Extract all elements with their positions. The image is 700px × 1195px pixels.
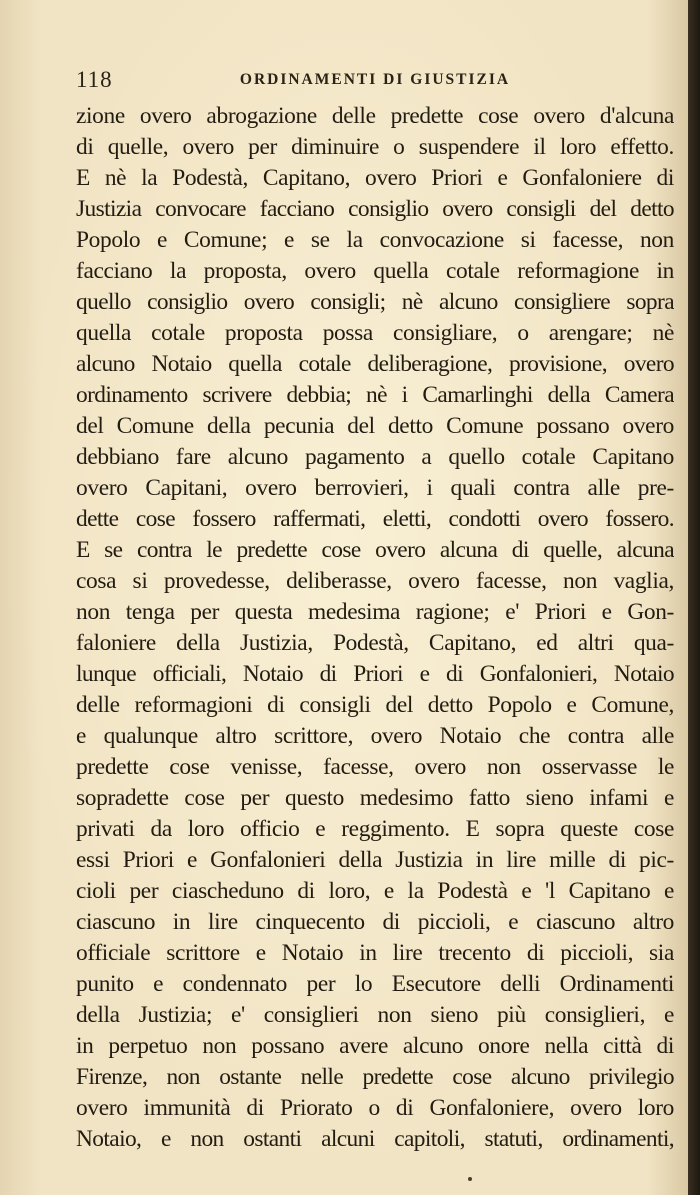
text-line: del Comune della pecunia del detto Comune possano overo	[76, 413, 674, 439]
text-line: E nè la Podestà, Capitano, overo Priori e Gonfaloniere di	[76, 165, 674, 191]
text-line: lunque officiali, Notaio di Priori e di Gonfalonieri, Notaio	[76, 661, 674, 687]
text-line: punito e condennato per lo Esecutore delli Ordinamenti	[76, 971, 674, 997]
text-line: E se contra le predette cose overo alcuna di quelle, alcuna	[76, 537, 674, 563]
page-number: 118	[76, 67, 113, 92]
text-line: quello consiglio overo consigli; nè alcuno consigliere sopra	[76, 289, 674, 315]
text-line: non tenga per questa medesima ragione; e' Priori e Gon-	[76, 599, 674, 625]
text-line: essi Priori e Gonfalonieri della Justizia in lire mille di pic-	[76, 847, 674, 873]
page-edge-shadow	[688, 0, 700, 1195]
text-line: in perpetuo non possano avere alcuno onore nella città di	[76, 1033, 674, 1059]
text-line: dette cose fossero raffermati, eletti, condotti overo fossero.	[76, 506, 674, 532]
body-text	[76, 101, 674, 1155]
text-line: overo immunità di Priorato o di Gonfaloniere, overo loro	[76, 1095, 674, 1121]
text-line: della Justizia; e' consiglieri non sieno più consiglieri, e	[76, 1002, 674, 1028]
text-line: alcuno Notaio quella cotale deliberagione, provisione, overo	[76, 351, 674, 377]
text-line: cosa si provedesse, deliberasse, overo facesse, non vaglia,	[76, 568, 674, 594]
text-line: debbiano fare alcuno pagamento a quello cotale Capitano	[76, 444, 674, 470]
text-line: Firenze, non ostante nelle predette cose alcuno privilegio	[76, 1064, 674, 1090]
text-line: privati da loro officio e reggimento. E sopra queste cose	[76, 816, 674, 842]
text-line: faloniere della Justizia, Podestà, Capitano, ed altri qua-	[76, 630, 674, 656]
text-line: cioli per ciascheduno di loro, e la Podestà e 'l Capitano e	[76, 878, 674, 904]
text-line: ordinamento scrivere debbia; nè i Camarlinghi della Camera	[76, 382, 674, 408]
text-line: facciano la proposta, overo quella cotale reformagione in	[76, 258, 674, 284]
text-line: e qualunque altro scrittore, overo Notaio che contra alle	[76, 723, 674, 749]
text-line: Justizia convocare facciano consiglio overo consigli del detto	[76, 196, 674, 222]
text-line: overo Capitani, overo berrovieri, i quali contra alle pre-	[76, 475, 674, 501]
ink-speck	[468, 1177, 472, 1181]
running-head	[76, 66, 674, 94]
text-line: sopradette cose per questo medesimo fatto sieno infami e	[76, 785, 674, 811]
running-title: ORDINAMENTI DI GIUSTIZIA	[239, 71, 511, 88]
text-line: quella cotale proposta possa consigliare, o arengare; nè	[76, 320, 674, 346]
text-line: Notaio, e non ostanti alcuni capitoli, statuti, ordinamenti,	[76, 1126, 674, 1152]
text-line: zione overo abrogazione delle predette cose overo d'alcuna	[76, 103, 674, 129]
text-line: predette cose venisse, facesse, overo non osservasse le	[76, 754, 674, 780]
text-line: Popolo e Comune; e se la convocazione si facesse, non	[76, 227, 674, 253]
text-line: officiale scrittore e Notaio in lire trecento di piccioli, sia	[76, 940, 674, 966]
text-line: delle reformagioni di consigli del detto Popolo e Comune,	[76, 692, 674, 718]
text-line: ciascuno in lire cinquecento di piccioli, e ciascuno altro	[76, 909, 674, 935]
text-line: di quelle, overo per diminuire o suspendere il loro effetto.	[76, 134, 674, 160]
